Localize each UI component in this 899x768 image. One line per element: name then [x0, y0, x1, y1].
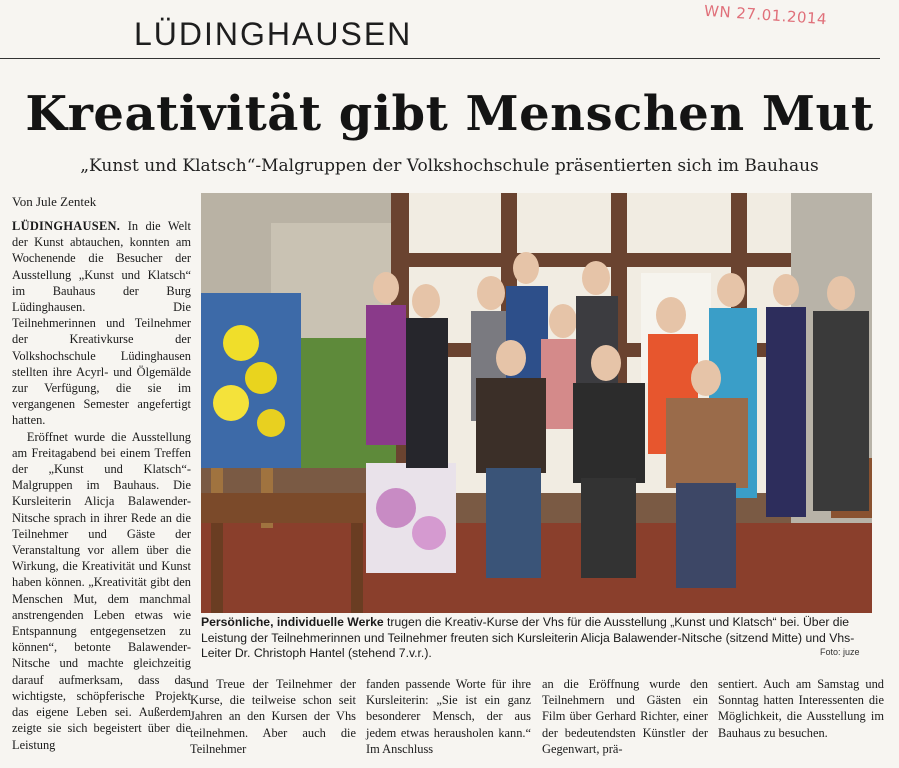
article-paragraph-2: Eröffnet wurde die Ausstellung am Freitagabend bei einem Treffen der „Kunst und Klatsch“-Malgruppen im Bauhaus. Die Kursleiterin Alicja Balawender-Nitsche sprach in ihrer Rede an die Teilnehmer und Gäste der Veranstaltung vor allem über die Wirkung, die Kreativität und Kunst haben können. „Kreativität gibt den Menschen Mut, dem manchmal anstrengenden Leben etwas wie Entspannung entgegensetzen zu können“, betonte Balawender-Nitsche und machte gleichzeitig darauf aufmerksam, dass das wichtigste, schöpferische Projekt das eigene Leben sei. Außerdem zeigte sie sich begeistert über die Leistung	[12, 429, 191, 752]
section-title: LÜDINGHAUSEN	[134, 16, 413, 52]
photo-credit: Foto: juze	[820, 647, 860, 657]
subheadline: „Kunst und Klatsch“-Malgruppen der Volkshochschule präsentierten sich im Bauhaus	[80, 156, 819, 176]
header-rule	[0, 58, 880, 59]
photo-caption	[201, 615, 872, 662]
article-paragraph-1: In die Welt der Kunst abtauchen, konnten am Wochenende die Besucher der Ausstellung „Kunst und Klatsch“ im Bauhaus der Burg Lüdinghausen. Die Teilnehmerinnen und Teilnehmer der Kreativkurse der Volkshochschule Lüdinghausen stellten ihre Acyrl- und Ölgemälde zur Verfügung, die sie im vergangenen Semester angefertigt hatten.	[12, 219, 191, 428]
article-column-3: fanden passende Worte für ihre Kursleiterin: „Sie ist ein ganz besonderer Mensch, der aus jedem etwas herausholen kann.“ Im Anschluss	[366, 677, 531, 756]
date-stamp: WN 27.01.2014	[703, 1, 828, 29]
byline: Von Jule Zentek	[12, 194, 97, 209]
article-column-5: sentiert. Auch am Samstag und Sonntag hatten Interessenten die Möglichkeit, die Ausstellung im Bauhaus zu besuchen.	[718, 677, 884, 740]
caption-lead: Persönliche, individuelle Werke	[201, 615, 384, 629]
article-column-4: an die Eröffnung wurde den Teilnehmern und Gästen ein Film über Gerhard Richter, einer der bedeutendsten Künstler der Gegenwart, prä-	[542, 677, 708, 756]
caption-text: trugen die Kreativ-Kurse der Vhs für die Ausstellung „Kunst und Klatsch“ bei. Über die Leistung der Teilnehmerinnen und Teilnehmer freuten sich Kursleiterin Alicja Balawender-Nitsche (sitzend Mitte) und Vhs-Leiter Dr. Christoph Hantel (stehend 7.v.r.).	[201, 615, 855, 660]
dateline: LÜDINGHAUSEN.	[12, 219, 121, 233]
group-photo	[201, 193, 872, 613]
article-column-1	[12, 218, 191, 753]
article-column-2: und Treue der Teilnehmer der Kurse, die teilweise schon seit Jahren an den Kursen der Vhs teilnehmen. Aber auch die Teilnehmer	[190, 677, 356, 756]
photo-illustration	[201, 193, 872, 613]
headline: Kreativität gibt Menschen Mut	[25, 86, 874, 142]
